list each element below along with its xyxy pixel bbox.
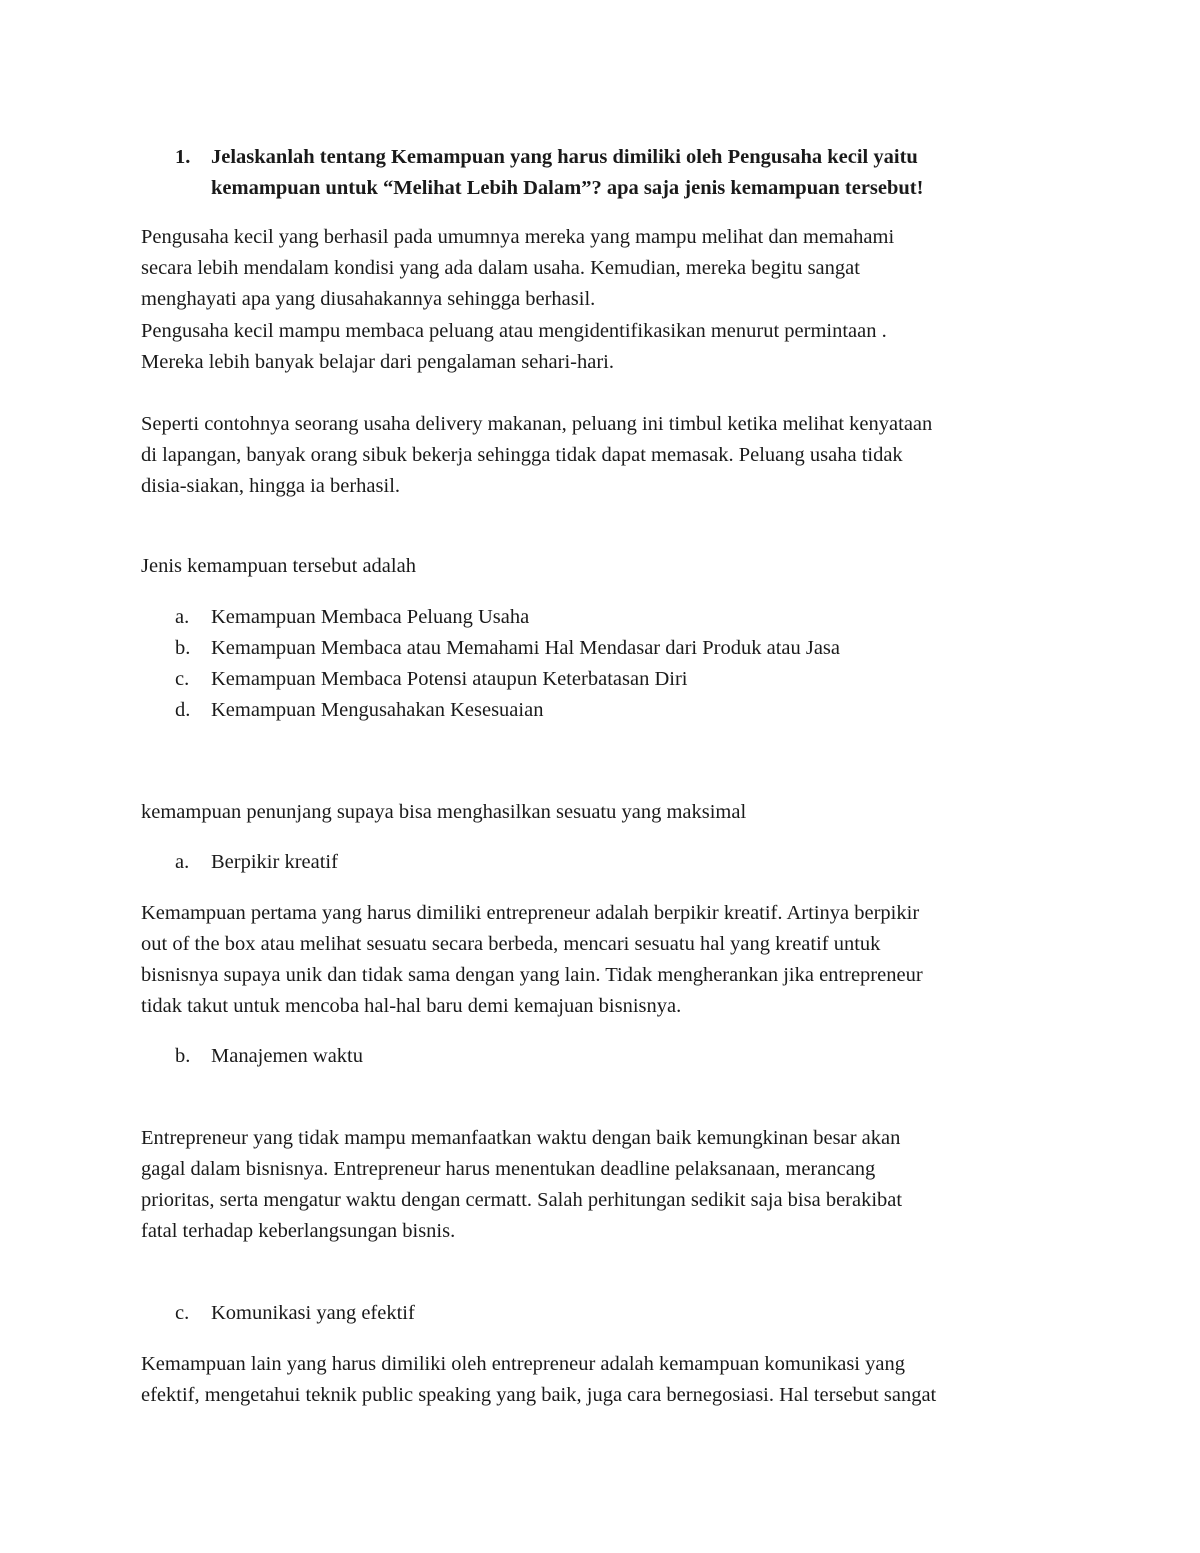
question-line: kemampuan untuk “Melihat Lebih Dalam”? apa saja jenis kemampuan tersebut! <box>211 177 924 199</box>
section-title: Manajemen waktu <box>211 1045 363 1067</box>
section-line: bisnisnya supaya unik dan tidak sama dengan yang lain. Tidak mengherankan jika entrepreneur <box>141 964 923 986</box>
list-item: Kemampuan Membaca Peluang Usaha <box>211 606 530 628</box>
section-line: prioritas, serta mengatur waktu dengan cermatt. Salah perhitungan sedikit saja bisa berakibat <box>141 1189 903 1211</box>
list-item: Kemampuan Membaca atau Memahami Hal Mendasar dari Produk atau Jasa <box>211 637 841 659</box>
list-marker: b. <box>175 637 191 659</box>
question-number: 1. <box>175 146 191 168</box>
section-line: Entrepreneur yang tidak mampu memanfaatkan waktu dengan baik kemungkinan besar akan <box>141 1127 901 1149</box>
section-line: gagal dalam bisnisnya. Entrepreneur harus menentukan deadline pelaksanaan, merancang <box>141 1158 876 1180</box>
example-line: disia-siakan, hingga ia berhasil. <box>141 475 401 497</box>
intro-line: menghayati apa yang diusahakannya sehingga berhasil. <box>141 288 596 310</box>
section-line: out of the box atau melihat sesuatu secara berbeda, mencari sesuatu hal yang kreatif untuk <box>141 933 881 955</box>
example-line: Seperti contohnya seorang usaha delivery makanan, peluang ini timbul ketika melihat kenyataan <box>141 413 933 435</box>
question-line: Jelaskanlah tentang Kemampuan yang harus dimiliki oleh Pengusaha kecil yaitu <box>211 146 918 168</box>
section-marker: c. <box>175 1302 190 1324</box>
example-line: di lapangan, banyak orang sibuk bekerja sehingga tidak dapat memasak. Peluang usaha tidak <box>141 444 903 466</box>
section-line: efektif, mengetahui teknik public speaking yang baik, juga cara bernegosiasi. Hal tersebut sangat <box>141 1384 937 1406</box>
intro-line: Pengusaha kecil yang berhasil pada umumnya mereka yang mampu melihat dan memahami <box>141 226 895 248</box>
section-line: Kemampuan pertama yang harus dimiliki entrepreneur adalah berpikir kreatif. Artinya berpikir <box>141 902 920 924</box>
section-title: Berpikir kreatif <box>211 851 338 873</box>
section-line: Kemampuan lain yang harus dimiliki oleh entrepreneur adalah kemampuan komunikasi yang <box>141 1353 905 1375</box>
list-marker: d. <box>175 699 191 721</box>
list-item: Kemampuan Membaca Potensi ataupun Keterbatasan Diri <box>211 668 688 690</box>
intro-line: Pengusaha kecil mampu membaca peluang atau mengidentifikasikan menurut permintaan . <box>141 320 887 342</box>
types-intro: Jenis kemampuan tersebut adalah <box>141 555 416 577</box>
section-marker: b. <box>175 1045 191 1067</box>
section-line: fatal terhadap keberlangsungan bisnis. <box>141 1220 456 1242</box>
section-title: Komunikasi yang efektif <box>211 1302 415 1324</box>
section-marker: a. <box>175 851 190 873</box>
list-marker: c. <box>175 668 190 690</box>
intro-line: secara lebih mendalam kondisi yang ada dalam usaha. Kemudian, mereka begitu sangat <box>141 257 860 279</box>
support-intro: kemampuan penunjang supaya bisa menghasilkan sesuatu yang maksimal <box>141 801 747 823</box>
section-line: tidak takut untuk mencoba hal-hal baru demi kemajuan bisnisnya. <box>141 995 682 1017</box>
list-marker: a. <box>175 606 190 628</box>
intro-line: Mereka lebih banyak belajar dari pengalaman sehari-hari. <box>141 351 614 373</box>
list-item: Kemampuan Mengusahakan Kesesuaian <box>211 699 544 721</box>
